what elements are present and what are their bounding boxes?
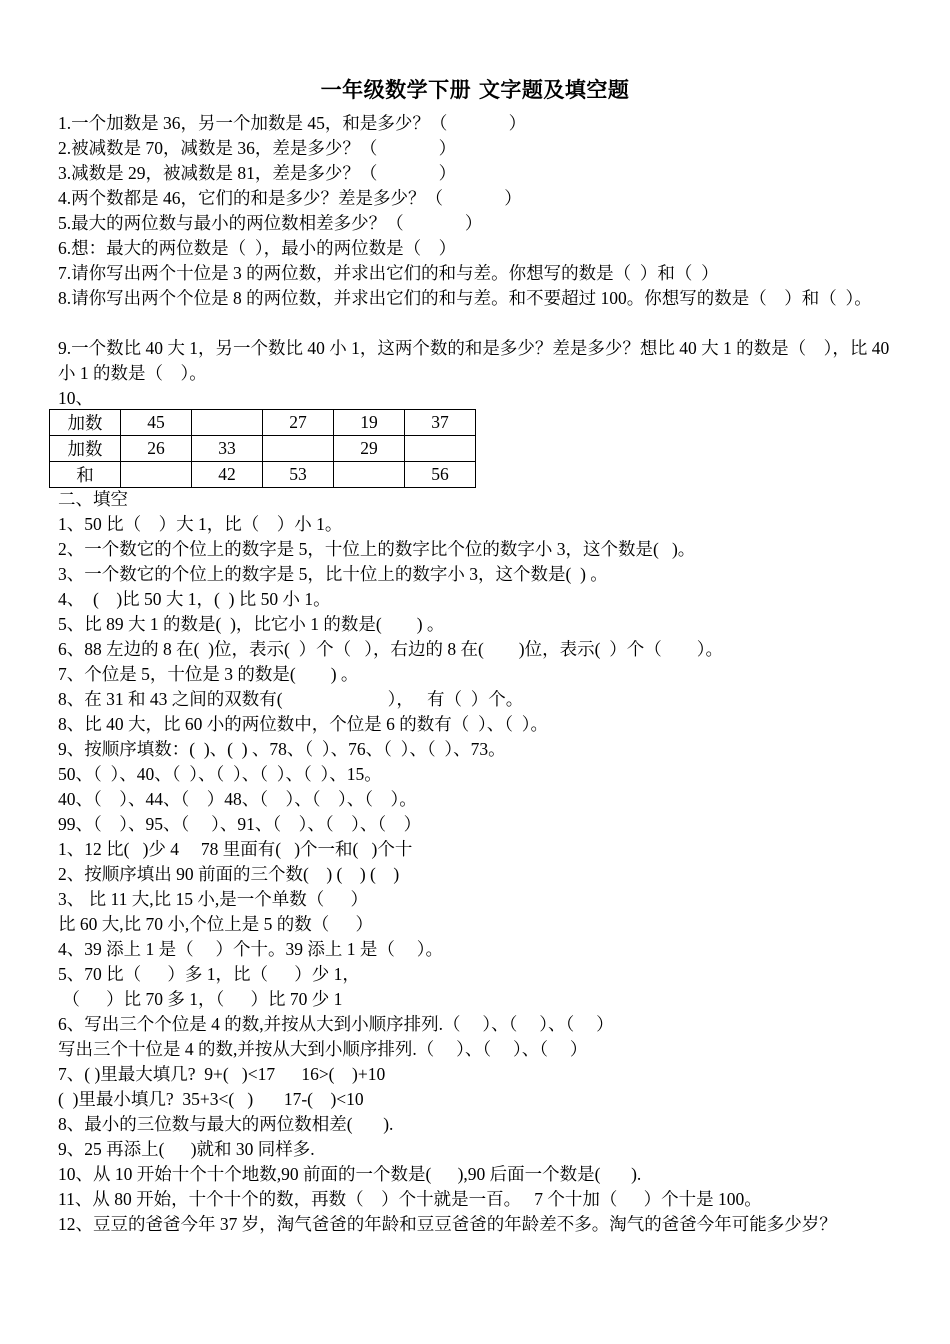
table-cell: 45 (121, 410, 192, 436)
fill-item: 8、比 40 大，比 60 小的两位数中，个位是 6 的数有（ ）、（ ）。 (58, 714, 548, 734)
table-row (50, 436, 476, 462)
fill-item: 4、 ( )比 50 大 1，( ) 比 50 小 1。 (58, 589, 331, 609)
fill-item: 9、25 再添上( )就和 30 同样多. (58, 1139, 315, 1159)
table-row (50, 462, 476, 488)
section-heading: 二、填空 (58, 489, 128, 509)
fill-item: 比 60 大,比 70 小,个位上是 5 的数（ ） (58, 914, 373, 934)
addition-table (49, 409, 476, 488)
question-9: 9.一个数比 40 大 1，另一个数比 40 小 1，这两个数的和是多少？差是多少？想比 40 大 1 的数是（ ），比 40 小 1 的数是（ ）。 (58, 338, 894, 383)
question-6: 6.想：最大的两位数是（ ），最小的两位数是（ ） (58, 238, 457, 258)
table-cell: 19 (334, 410, 405, 436)
fill-item: 写出三个十位是 4 的数,并按从大到小顺序排列.（ ）、（ ）、（ ） (58, 1039, 588, 1059)
row-label: 加数 (50, 436, 121, 462)
question-12: 12、豆豆的爸爸今年 37 岁，淘气爸爸的年龄和豆豆爸爸的年龄差不多。淘气的爸爸今年可能多少岁？ (58, 1214, 837, 1234)
row-label: 和 (50, 462, 121, 488)
fill-item: 10、从 10 开始十个十个地数,90 前面的一个数是( ),90 后面一个数是( ). (58, 1164, 642, 1184)
fill-item: 7、个位是 5，十位是 3 的数是( ) 。 (58, 664, 359, 684)
question-10-label: 10、 (58, 388, 93, 408)
table-cell: 26 (121, 436, 192, 462)
fill-item: 6、写出三个个位是 4 的数,并按从大到小顺序排列.（ ）、（ ）、（ ） (58, 1014, 614, 1034)
fill-item: 8、最小的三位数与最大的两位数相差( ). (58, 1114, 394, 1134)
question-7: 7.请你写出两个十位是 3 的两位数，并求出它们的和与差。你想写的数是（ ）和（ ） (58, 263, 719, 283)
table-cell: 37 (405, 410, 476, 436)
fill-item: 50、（ ）、40、（ ）、（ ）、（ ）、（ ）、15。 (58, 764, 382, 784)
fill-item: 7、( )里最大填几? 9+( )<17 16>( )+10 (58, 1064, 386, 1084)
table-cell (192, 410, 263, 436)
row-label: 加数 (50, 410, 121, 436)
question-1: 1.一个加数是 36，另一个加数是 45，和是多少？（ ） (58, 113, 527, 133)
fill-item: 3、 比 11 大,比 15 小,是一个单数（ ） (58, 889, 368, 909)
table-cell (405, 436, 476, 462)
question-8: 8.请你写出两个个位是 8 的两位数，并求出它们的和与差。和不要超过 100。你想写的数是（ ）和（ ）。 (58, 288, 872, 308)
fill-item: 8、在 31 和 43 之间的双数有( ）， 有（ ）个。 (58, 689, 524, 709)
fill-item: 40、（ ）、44、（ ）48、（ ）、（ ）、（ ）。 (58, 789, 417, 809)
fill-item: 5、比 89 大 1 的数是( )，比它小 1 的数是( ) 。 (58, 614, 445, 634)
fill-item: （ ）比 70 多 1，（ ）比 70 少 1 (58, 989, 343, 1009)
page-title: 一年级数学下册 文字题及填空题 (320, 78, 630, 102)
question-3: 3.减数是 29，被减数是 81，差是多少？（ ） (58, 163, 457, 183)
table-row (50, 410, 476, 436)
fill-item: 9、按顺序填数：( )、( ) 、78、（ ）、76、（ ）、（ ）、73。 (58, 739, 506, 759)
table-cell: 27 (263, 410, 334, 436)
table-cell: 53 (263, 462, 334, 488)
table-cell (263, 436, 334, 462)
table-cell: 33 (192, 436, 263, 462)
fill-item: ( )里最小填几? 35+3<( ) 17-( )<10 (58, 1089, 364, 1109)
fill-item: 1、50 比（ ）大 1，比（ ）小 1。 (58, 514, 343, 534)
table-cell (334, 462, 405, 488)
table-cell: 56 (405, 462, 476, 488)
question-5: 5.最大的两位数与最小的两位数相差多少？（ ） (58, 213, 483, 233)
question-4: 4.两个数都是 46，它们的和是多少？差是多少？（ ） (58, 188, 522, 208)
fill-item: 99、（ ）、95、（ ）、91、（ ）、（ ）、（ ） (58, 814, 422, 834)
fill-item: 6、88 左边的 8 在( )位，表示( ）个（ ），右边的 8 在( )位，表示( ）个（ ）。 (58, 639, 723, 659)
fill-item: 2、一个数它的个位上的数字是 5，十位上的数字比个位的数字小 3，这个数是( )。 (58, 539, 696, 559)
fill-item: 5、70 比（ ）多 1，比（ ）少 1， (58, 964, 360, 984)
fill-item: 1、12 比( )少 4 78 里面有( )个一和( )个十 (58, 839, 413, 859)
fill-item: 2、按顺序填出 90 前面的三个数( ) ( ) ( ) (58, 864, 400, 884)
table-cell: 42 (192, 462, 263, 488)
question-2: 2.被减数是 70，减数是 36，差是多少？（ ） (58, 138, 457, 158)
fill-item: 11、从 80 开始，十个十个的数，再数（ ）个十就是一百。 7 个十加（ ）个十是 100。 (58, 1189, 762, 1209)
table-cell (121, 462, 192, 488)
fill-item: 3、一个数它的个位上的数字是 5，比十位上的数字小 3，这个数是( ) 。 (58, 564, 608, 584)
table-cell: 29 (334, 436, 405, 462)
fill-item: 4、39 添上 1 是（ ）个十。39 添上 1 是（ ）。 (58, 939, 443, 959)
